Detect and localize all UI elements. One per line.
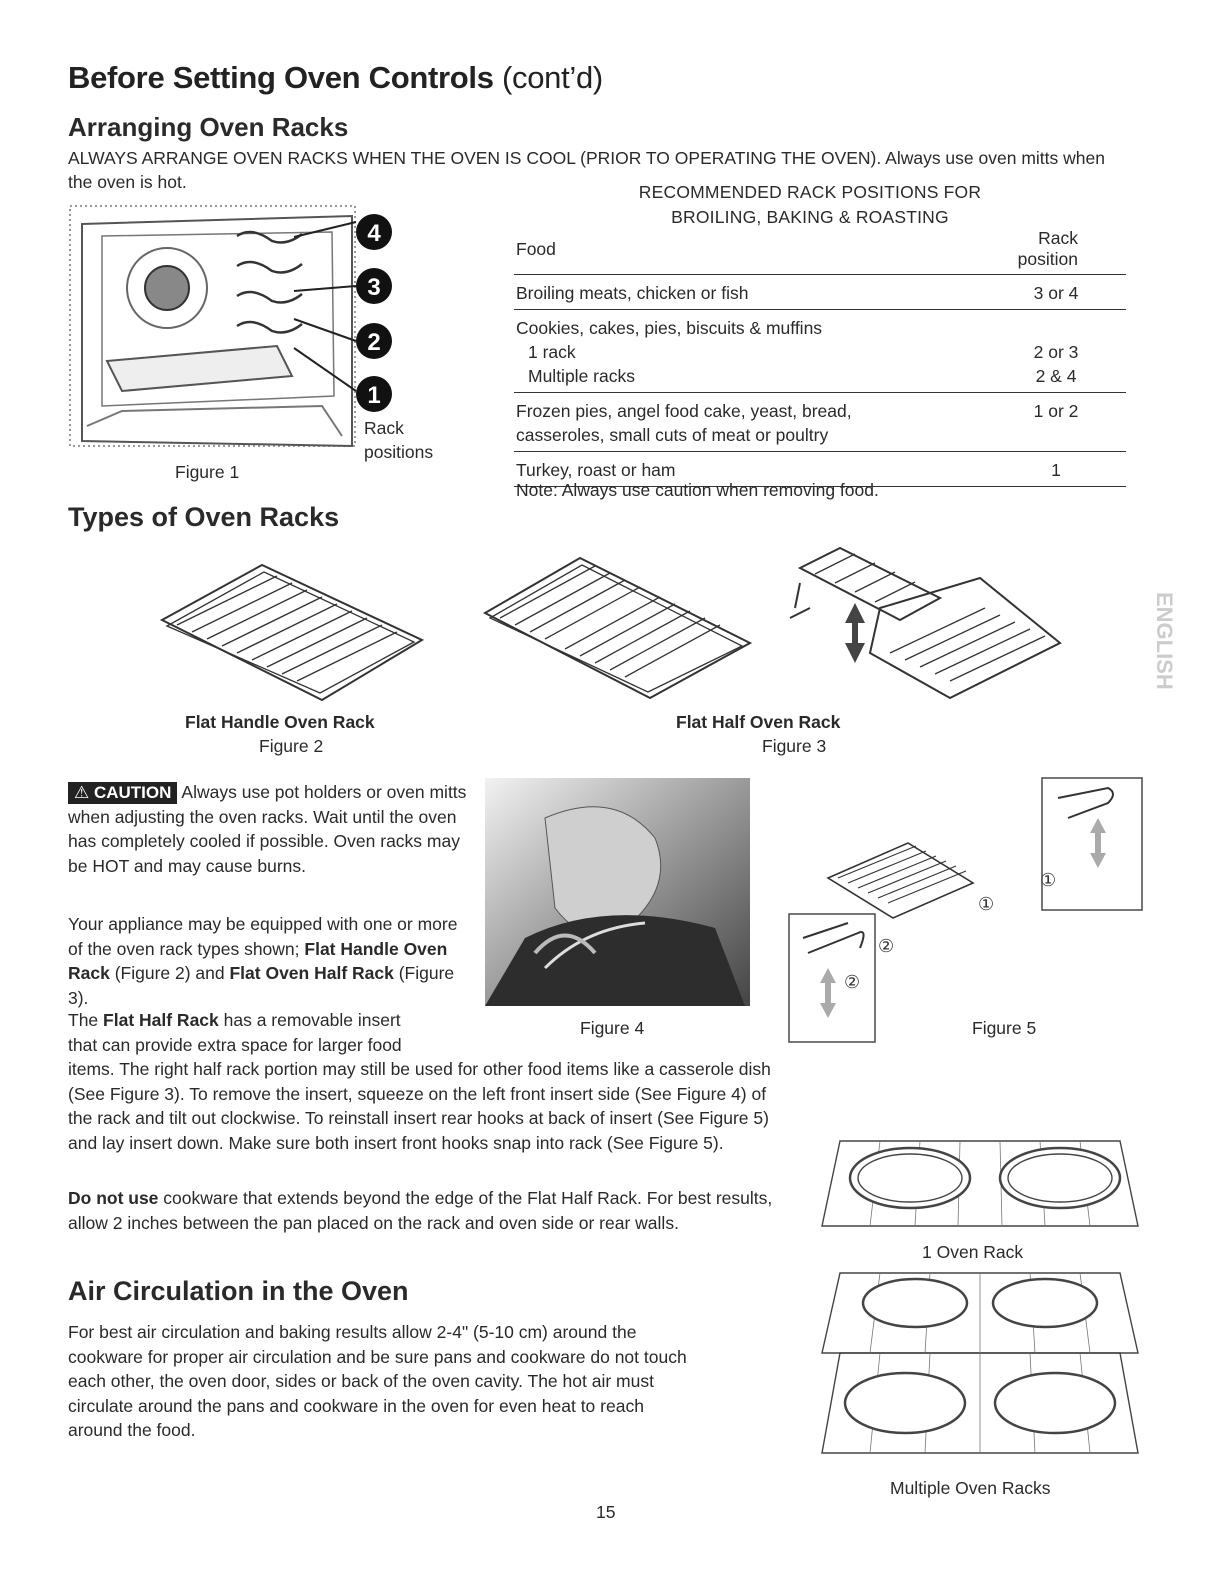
- page-title: Before Setting Oven Controls (cont’d): [68, 60, 603, 95]
- fig5-mark-1a: ①: [978, 894, 995, 915]
- table-row: [514, 275, 1126, 310]
- table-row: [514, 310, 1126, 393]
- table-cell: Cookies, cakes, pies, biscuits & muffins 1 rack Multiple racks: [514, 310, 986, 393]
- types-heading: Types of Oven Racks: [68, 502, 340, 532]
- one-oven-rack-figure: [820, 1136, 1140, 1236]
- air-circulation-text: For best air circulation and baking results allow 2-4" (5-10 cm) around the cookware for proper air circulation and be sure pans and cookware do not touch each other, the oven door, sides or back of the oven cavity. The hot air must circulate around the pans and cookware in the oven for even heat to reach around the food.: [68, 1322, 687, 1440]
- one-rack-caption: 1 Oven Rack: [922, 1242, 1024, 1262]
- rack-marker-4-label: 4: [367, 220, 381, 247]
- table-note: Note: Always use caution when removing food.: [516, 480, 879, 500]
- figure-2-caption: Figure 2: [259, 736, 324, 756]
- rack-positions-table: [514, 228, 1126, 487]
- squeeze-insert-photo: [485, 778, 750, 1008]
- half-rack-paragraph-end: items. The right half rack portion may still be used for other food items like a casserole dish (See Figure 3). To remove the insert, squeeze on the left front insert side (See Figure 4) of the rack and tilt out clockwise. To reinstall insert rear hooks at back of insert (See Figure 5) and lay insert down. Make sure both insert front hooks snap into rack (See Figure 5).: [68, 1059, 771, 1153]
- figure-3-caption: Figure 3: [762, 736, 827, 756]
- col-rack-position: Rack position: [986, 228, 1126, 275]
- table-cell: 1 or 2: [986, 393, 1126, 452]
- rack-table-title: RECOMMENDED RACK POSITIONS FOR BROILING, BAKING & ROASTING: [638, 182, 982, 227]
- title-suffix: (cont’d): [501, 60, 603, 95]
- do-not-use-paragraph: Do not use cookware that extends beyond the edge of the Flat Half Rack. For best results, allow 2 inches between the pan placed on the rack and oven side or rear walls.: [68, 1188, 773, 1233]
- flat-handle-rack-figure: [152, 560, 432, 710]
- caution-paragraph: ⚠ CAUTION Always use pot holders or oven mitts when adjusting the oven racks. Wait until the oven has completely cooled if possible. Oven racks may be HOT and may cause burns.: [68, 782, 467, 876]
- caution-badge: ⚠ CAUTION: [68, 782, 177, 804]
- table-cell: 2 or 3 2 & 4: [986, 310, 1126, 393]
- figure-4-caption: Figure 4: [580, 1018, 645, 1038]
- reinstall-insert-figure: [788, 778, 1148, 1043]
- figure-5-caption: Figure 5: [972, 1018, 1037, 1038]
- table-row: [514, 393, 1126, 452]
- page-number: 15: [596, 1502, 616, 1522]
- flat-half-rack-figure: [480, 548, 1070, 718]
- fig3-name: Flat Half Oven Rack: [676, 712, 841, 732]
- language-side-tab: ENGLISH: [1152, 592, 1177, 690]
- arranging-intro: ALWAYS ARRANGE OVEN RACKS WHEN THE OVEN IS COOL (PRIOR TO OPERATING THE OVEN). Always use oven mitts when the oven is hot.: [68, 148, 1105, 192]
- arranging-heading: Arranging Oven Racks: [68, 112, 349, 142]
- table-cell: Broiling meats, chicken or fish: [514, 275, 986, 310]
- fig5-mark-2b: ②: [844, 972, 861, 993]
- table-cell: 1: [986, 452, 1126, 487]
- table-header-row: [514, 228, 1126, 275]
- rack-marker-1-label: 1: [367, 382, 381, 409]
- rack-types-paragraph: Your appliance may be equipped with one or more of the oven rack types shown; Flat Handle Oven Rack (Figure 2) and Flat Oven Half Rack (Figure 3).: [68, 914, 458, 1008]
- up-down-arrow-icon: [845, 603, 865, 663]
- table-cell: Turkey, roast or ham: [514, 452, 986, 487]
- table-cell: 3 or 4: [986, 275, 1126, 310]
- rack-positions-label: Rack positions: [364, 418, 434, 462]
- half-rack-paragraph-start: The Flat Half Rack has a removable insert that can provide extra space for larger food: [68, 1010, 402, 1055]
- col-food: Food: [514, 228, 986, 275]
- air-circulation-heading: Air Circulation in the Oven: [68, 1276, 409, 1306]
- fig5-mark-2a: ②: [878, 936, 895, 957]
- rack-marker-2-label: 2: [367, 329, 381, 356]
- fig5-mark-1b: ①: [1040, 870, 1057, 891]
- figure-1-caption: Figure 1: [175, 462, 240, 482]
- rack-marker-3-label: 3: [367, 274, 381, 301]
- multiple-oven-racks-figure: [820, 1268, 1140, 1468]
- fig2-name: Flat Handle Oven Rack: [185, 712, 375, 732]
- table-cell: Frozen pies, angel food cake, yeast, bread, casseroles, small cuts of meat or poultry: [514, 393, 986, 452]
- multiple-racks-caption: Multiple Oven Racks: [890, 1478, 1051, 1498]
- rack-position-markers: [356, 214, 392, 412]
